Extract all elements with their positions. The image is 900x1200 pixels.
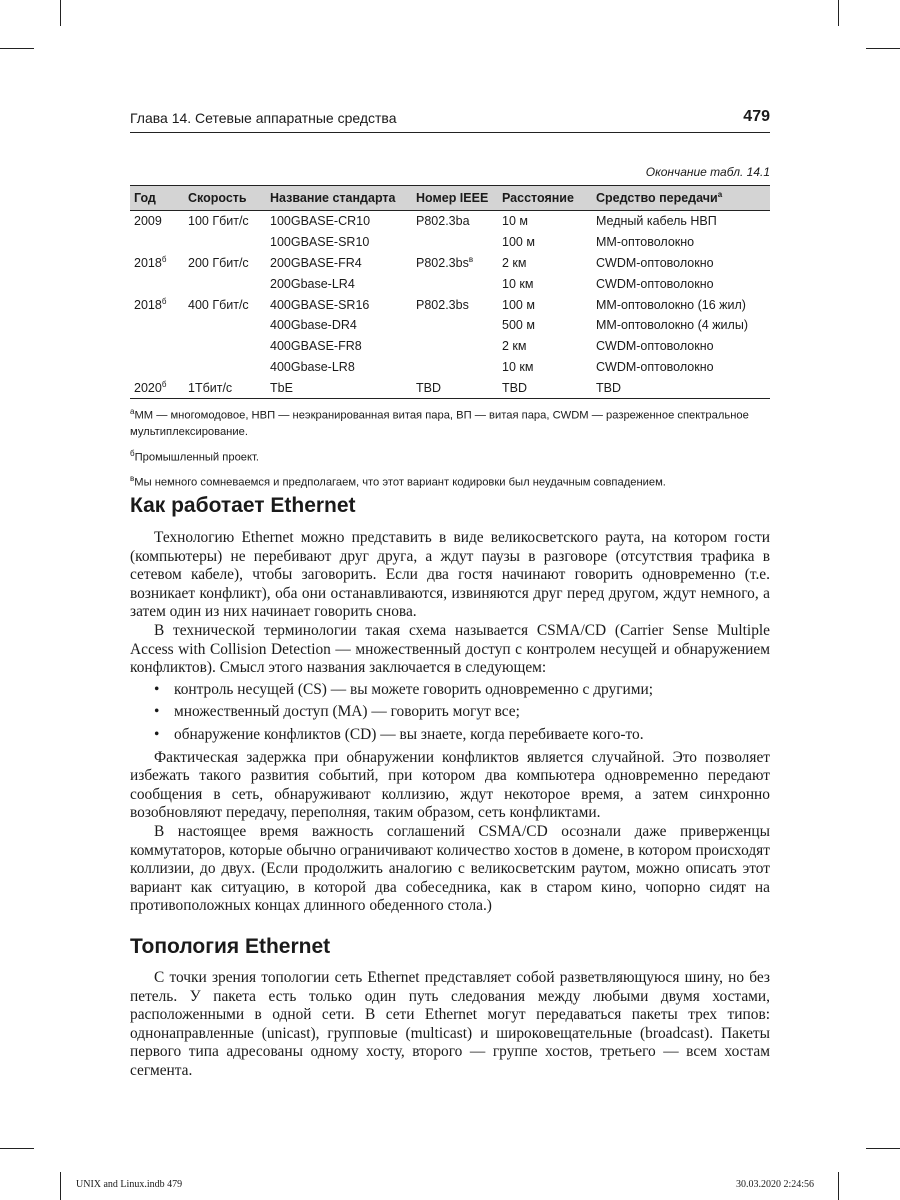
cell-ieee-text: P802.3bs [416,256,469,271]
section-heading-how-ethernet-works: Как работает Ethernet [130,494,356,517]
cell-standard [266,294,412,315]
table-row [130,232,770,253]
cell-speed [184,253,266,274]
print-timestamp: 30.03.2020 2:24:56 [736,1179,815,1190]
cell-year-text: 2018 [134,256,162,271]
cell-medium-text: Медный кабель НВП [596,214,717,229]
crop-mark [838,0,839,26]
cell-medium [592,211,770,232]
cell-standard-text: 400GBASE-FR8 [270,339,362,354]
cell-year-text: 2009 [134,214,162,229]
cell-distance [498,315,592,336]
running-header [130,108,770,133]
cell-distance [498,253,592,274]
cell-ieee [412,211,498,232]
crop-mark [0,1148,34,1149]
print-file-label: UNIX and Linux.indb 479 [76,1179,183,1190]
table-row [130,294,770,315]
cell-medium [592,253,770,274]
cell-year [130,294,184,315]
col-standard: Название стандарта [266,186,412,211]
list-item-text: контроль несущей (CS) — вы можете говорить одновременно с другими; [174,680,654,698]
cell-standard-text: TbE [270,380,293,395]
cell-standard [266,315,412,336]
cell-standard-text: 200Gbase-LR4 [270,276,355,291]
cell-year [130,377,184,398]
cell-medium [592,336,770,357]
list-item [130,681,770,700]
cell-distance [498,294,592,315]
crop-mark [838,1172,839,1200]
footnote-mark: а [130,407,135,416]
cell-medium [592,273,770,294]
cell-year [130,357,184,378]
section-body-how-ethernet-works [130,529,770,916]
cell-standard [266,336,412,357]
col-year: Год [130,186,184,211]
cell-medium-text: CWDM-оптоволокно [596,276,714,291]
table-caption: Окончание табл. 14.1 [645,165,770,179]
cell-standard-text: 200GBASE-FR4 [270,255,362,270]
cell-ieee [412,315,498,336]
paragraph: В технической терминологии такая схема называется CSMA/CD (Carrier Sense Multiple Access with Collision Detection — множественный доступ с контролем несущей и обнаружением конфликтов). Смысл этого названия заключается в следующем: [130,621,770,677]
cell-ieee [412,273,498,294]
cell-distance [498,336,592,357]
cell-year [130,253,184,274]
bullet-icon: • [154,703,160,721]
table-row [130,357,770,378]
bullet-icon: • [154,680,160,698]
cell-medium-text: CWDM-оптоволокно [596,359,714,374]
cell-speed [184,315,266,336]
table-row [130,377,770,398]
col-speed: Скорость [184,186,266,211]
cell-distance-text: 500 м [502,318,535,333]
cell-ieee [412,253,498,274]
table-header-row [130,186,770,211]
cell-standard-text: 100GBASE-SR10 [270,235,370,250]
crop-mark [866,1148,900,1149]
cell-medium-text: TBD [596,380,621,395]
footnote-ref: б [161,297,167,306]
cell-distance-text: 100 м [502,297,535,312]
footnote-text: ММ — многомодовое, НВП — неэкранированная витая пара, ВП — витая пара, CWDM — разреженное спектральное мультиплексирование. [130,409,749,438]
cell-distance-text: 10 км [502,359,534,374]
cell-distance-text: TBD [502,380,527,395]
cell-ieee-text: TBD [416,380,441,395]
table-footnotes [130,404,770,497]
footnote [130,404,770,440]
cell-distance-text: 2 км [502,255,527,270]
table-row [130,336,770,357]
footnote-mark: б [130,448,135,458]
cell-speed [184,336,266,357]
paragraph: С точки зрения топологии сеть Ethernet представляет собой разветвляющуюся шину, но без петель. У пакета есть только один путь следования между любыми двумя хостами, расположенными в одной сети. В сети Ethernet могут передаваться пакеты трех типов: однонаправленные (unicast), групповые (multicast) и широковещательные (broadcast). Пакеты первого типа адресованы одному хосту, второго — группе хостов, третьего — всем хостам сегмента. [130,969,770,1079]
table-row [130,253,770,274]
section-heading-ethernet-topology: Топология Ethernet [130,935,331,958]
cell-ieee [412,294,498,315]
col-ieee: Номер IEEE [412,186,498,211]
cell-distance [498,232,592,253]
cell-year [130,232,184,253]
cell-standard [266,273,412,294]
footnote-mark: в [130,474,135,484]
cell-medium-text: ММ-оптоволокно (16 жил) [596,297,746,312]
cell-standard-text: 400GBASE-SR16 [270,297,370,312]
list-item-text: множественный доступ (MA) — говорить могут все; [174,703,520,721]
crop-mark [60,0,61,26]
footnote-ref: б [161,255,167,265]
cell-ieee-text: P802.3bs [416,297,469,312]
footnote [130,446,770,466]
bullet-icon: • [154,725,160,743]
col-distance: Расстояние [498,186,592,211]
page-number: 479 [743,108,770,125]
cell-standard [266,377,412,398]
footnote [130,471,770,491]
cell-medium-text: ММ-оптоволокно [596,235,695,250]
cell-speed [184,232,266,253]
paragraph: Технологию Ethernet можно представить в виде великосветского раута, на котором гости (компьютеры) не перебивают друг друга, а ждут паузы в разговоре (отсутствия трафика в сетевом кабеле), чтобы заговорить. Если два гостя начинают говорить одновременно (т.е. возникает конфликт), оба они останавливаются, извиняются друг перед другом, ждут немного, а затем один из них начинает говорить снова. [130,529,770,621]
cell-year [130,315,184,336]
cell-standard [266,357,412,378]
cell-distance [498,357,592,378]
crop-mark [60,1172,61,1200]
footnote-text: Мы немного сомневаемся и предполагаем, что этот вариант кодировки был неудачным совпадением. [134,477,666,490]
cell-speed [184,211,266,232]
cell-medium-text: CWDM-оптоволокно [596,255,714,270]
cell-distance [498,211,592,232]
list-item [130,726,770,745]
list-item [130,703,770,722]
col-medium [592,186,770,211]
footnote-text: Промышленный проект. [134,451,260,464]
cell-year [130,273,184,294]
table-row [130,315,770,336]
cell-speed-text: 200 Гбит/с [188,255,249,270]
crop-mark [0,48,34,49]
cell-medium-text: CWDM-оптоволокно [596,339,714,354]
crop-mark [866,48,900,49]
footnote-ref: а [717,190,723,200]
table-body [130,211,770,399]
ethernet-standards-table [130,185,770,399]
footnote-ref: в [468,255,474,265]
cell-distance [498,273,592,294]
cell-ieee [412,336,498,357]
cell-ieee [412,357,498,378]
bullet-list [130,681,770,745]
cell-medium-text: ММ-оптоволокно (4 жилы) [596,318,748,333]
cell-distance-text: 10 м [502,214,528,229]
cell-speed [184,357,266,378]
section-body-ethernet-topology [130,969,770,1081]
cell-ieee-text: P802.3ba [416,214,470,229]
cell-ieee [412,377,498,398]
cell-speed [184,294,266,315]
cell-year [130,211,184,232]
cell-medium [592,294,770,315]
col-medium-label: Средство передачи [596,191,718,206]
cell-speed-text: 100 Гбит/с [188,214,249,229]
cell-standard [266,211,412,232]
cell-speed [184,273,266,294]
cell-standard-text: 400Gbase-LR8 [270,359,355,374]
table-row [130,273,770,294]
cell-distance-text: 10 км [502,276,534,291]
chapter-title: Глава 14. Сетевые аппаратные средства [130,110,397,126]
cell-standard-text: 400Gbase-DR4 [270,318,357,333]
cell-year [130,336,184,357]
cell-speed-text: 1Тбит/с [188,380,233,395]
cell-distance [498,377,592,398]
cell-distance-text: 2 км [502,339,527,354]
cell-medium [592,232,770,253]
cell-year-text: 2020 [134,381,162,396]
cell-medium [592,315,770,336]
paragraph: В настоящее время важность соглашений CSMA/CD осознали даже приверженцы коммутаторов, которые обычно ограничивают количество хостов в домене, в котором происходят коллизии, до двух. (Если продолжить аналогию с великосветским раутом, можно описать этот вариант как ситуацию, в которой два собеседника, как в старом кино, чопорно сидят на противоположных концах длинного обеденного стола.) [130,822,770,915]
list-item-text: обнаружение конфликтов (CD) — вы знаете, когда перебиваете кого-то. [174,725,644,743]
cell-speed-text: 400 Гбит/с [188,297,249,312]
cell-medium [592,377,770,398]
cell-medium [592,357,770,378]
cell-year-text: 2018 [134,298,162,313]
cell-speed [184,377,266,398]
cell-standard-text: 100GBASE-CR10 [270,214,371,229]
cell-standard [266,253,412,274]
footnote-ref: б [161,380,167,390]
cell-ieee [412,232,498,253]
table-row [130,211,770,232]
cell-standard [266,232,412,253]
cell-distance-text: 100 м [502,235,535,250]
paragraph: Фактическая задержка при обнаружении конфликтов является случайной. Это позволяет избежать такого развития событий, при котором два компьютера одновременно передают сообщения в сеть, обнаруживают коллизию, ждут некоторое время, а затем синхронно возобновляют передачу, переполняя, таким образом, сеть конфликтами. [130,748,770,822]
